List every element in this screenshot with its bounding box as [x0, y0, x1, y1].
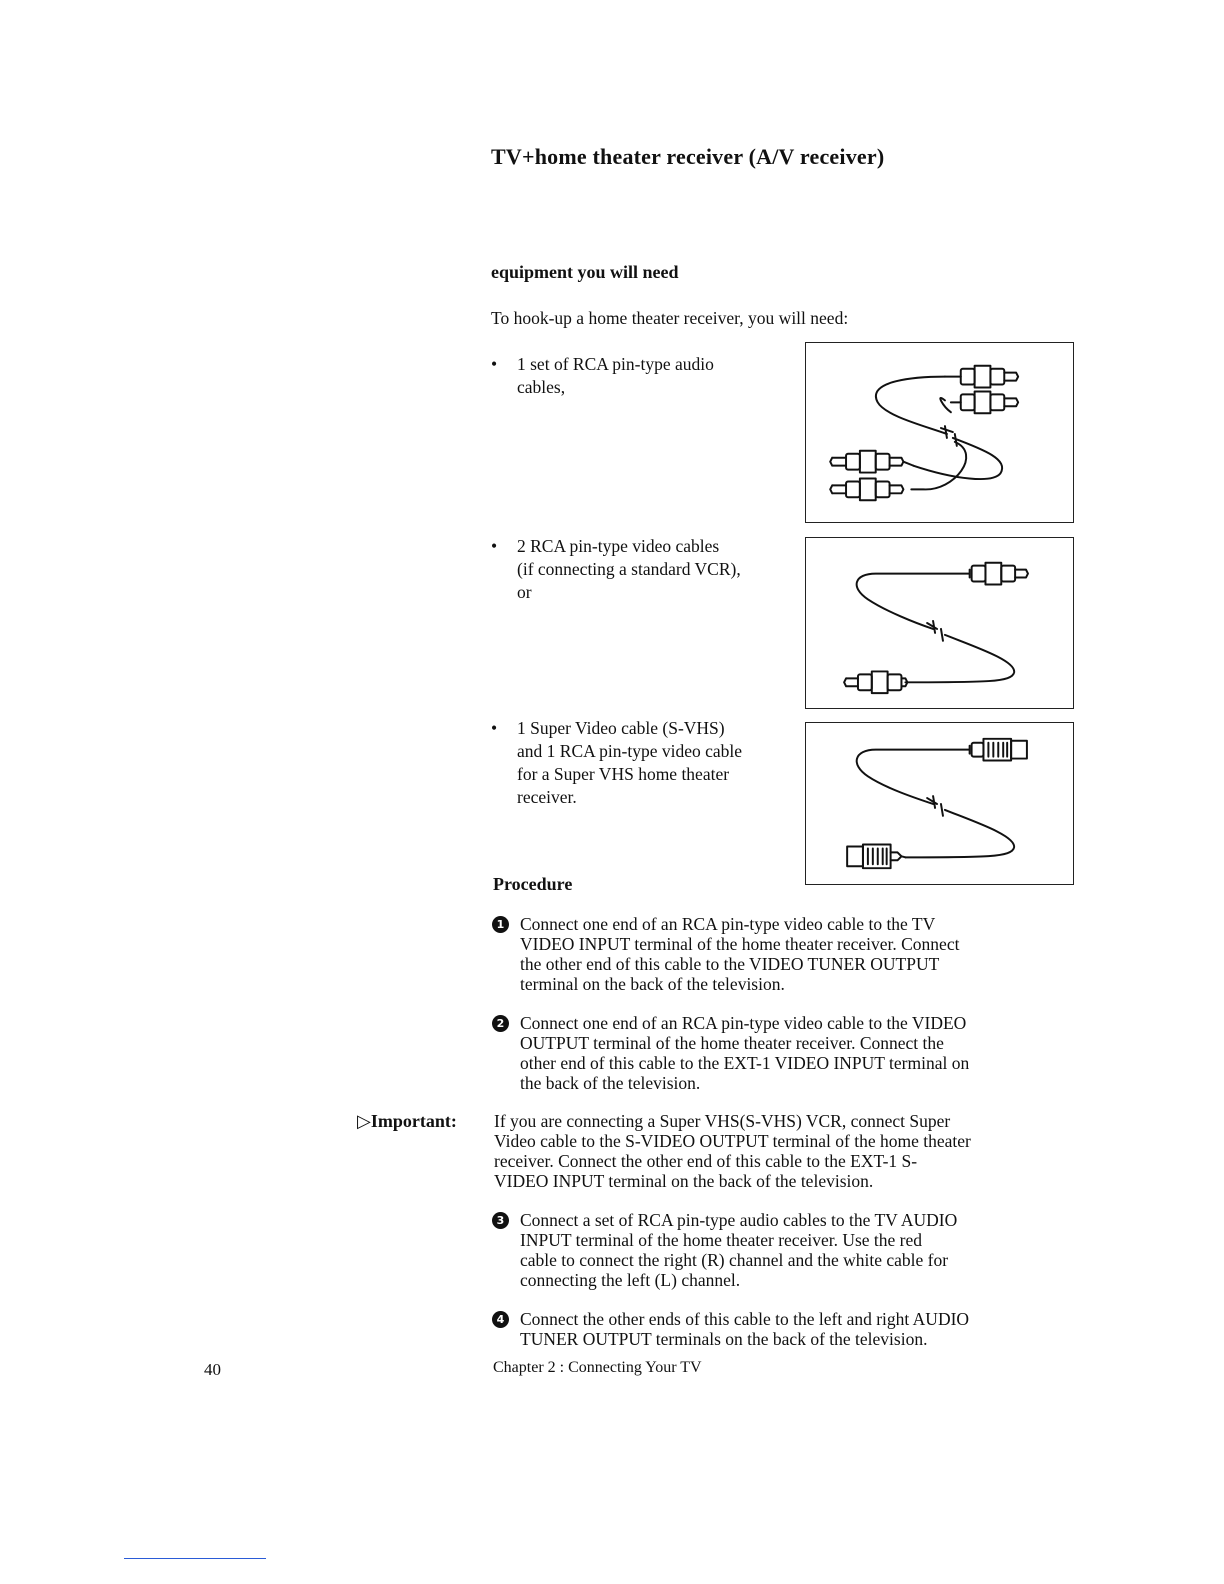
step-text-line: the other end of this cable to the VIDEO TUNER OUTPUT [520, 954, 940, 974]
s-video-cable-icon [805, 722, 1074, 885]
page-title: TV+home theater receiver (A/V receiver) [491, 144, 885, 169]
step-text-line: other end of this cable to the EXT-1 VIDEO INPUT terminal on [520, 1053, 970, 1073]
equipment-text-line: cables, [517, 377, 566, 397]
step-text-line: OUTPUT terminal of the home theater receiver. Connect the [520, 1033, 944, 1053]
rca-video-cable-icon [805, 537, 1074, 709]
step-text-line: Connect one end of an RCA pin-type video cable to the VIDEO [520, 1013, 967, 1033]
step-text-line: Connect the other ends of this cable to the left and right AUDIO [520, 1309, 970, 1329]
step-number-badge: 3 [492, 1212, 509, 1229]
important-label: ▷Important: [357, 1111, 457, 1131]
equipment-item [491, 353, 781, 403]
equipment-text-line: 1 Super Video cable (S-VHS) [517, 718, 725, 738]
procedure-step [492, 1210, 1082, 1292]
important-note [494, 1111, 971, 1191]
step-text-line: INPUT terminal of the home theater receiver. Use the red [520, 1230, 923, 1250]
bullet-dot: • [491, 718, 498, 738]
chapter-footer: Chapter 2 : Connecting Your TV [493, 1359, 702, 1376]
step-text-line: terminal on the back of the television. [520, 974, 785, 994]
important-text-line: VIDEO INPUT terminal on the back of the television. [494, 1171, 874, 1191]
procedure-heading: Procedure [493, 874, 573, 894]
step-text-line: VIDEO INPUT terminal of the home theater receiver. Connect [520, 934, 960, 954]
step-number-badge: 4 [492, 1311, 509, 1328]
footer-rule [124, 1558, 266, 1559]
procedure-step [492, 1013, 1082, 1095]
bullet-dot: • [491, 354, 498, 374]
procedure-step [492, 1309, 1092, 1351]
important-text-line: receiver. Connect the other end of this cable to the EXT-1 S- [494, 1151, 918, 1171]
step-text-line: the back of the television. [520, 1073, 701, 1093]
equipment-text-line: receiver. [517, 787, 577, 807]
step-text-line: Connect a set of RCA pin-type audio cables to the TV AUDIO [520, 1210, 958, 1230]
equipment-text-line: (if connecting a standard VCR), [517, 559, 741, 579]
equipment-item [491, 535, 791, 607]
step-number-badge: 2 [492, 1015, 509, 1032]
step-text-line: connecting the left (L) channel. [520, 1270, 741, 1290]
equipment-text-line: and 1 RCA pin-type video cable [517, 741, 743, 761]
procedure-step [492, 914, 1082, 996]
bullet-dot: • [491, 536, 498, 556]
important-text-line: If you are connecting a Super VHS(S-VHS) VCR, connect Super [494, 1111, 951, 1131]
rca-audio-cable-pair-icon [805, 342, 1074, 523]
equipment-heading: equipment you will need [491, 262, 679, 282]
equipment-text-line: 2 RCA pin-type video cables [517, 536, 720, 556]
intro-text: To hook-up a home theater receiver, you will need: [491, 308, 849, 328]
step-text-line: cable to connect the right (R) channel and the white cable for [520, 1250, 949, 1270]
step-number-badge: 1 [492, 916, 509, 933]
page-number: 40 [204, 1360, 221, 1379]
equipment-text-line: 1 set of RCA pin-type audio [517, 354, 714, 374]
step-text-line: TUNER OUTPUT terminals on the back of the television. [520, 1329, 928, 1349]
important-text-line: Video cable to the S-VIDEO OUTPUT terminal of the home theater [494, 1131, 971, 1151]
step-text-line: Connect one end of an RCA pin-type video cable to the TV [520, 914, 936, 934]
equipment-text-line: for a Super VHS home theater [517, 764, 730, 784]
equipment-item [491, 717, 791, 813]
equipment-text-line: or [517, 582, 532, 602]
